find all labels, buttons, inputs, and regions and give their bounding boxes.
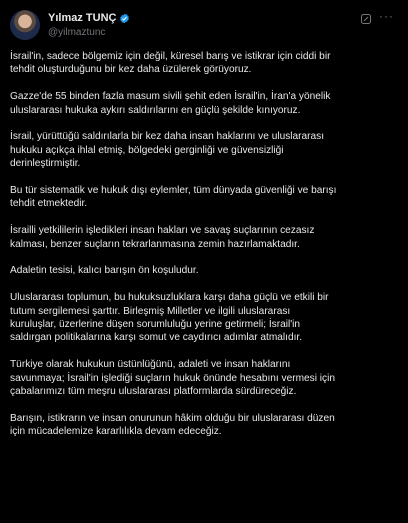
tweet-paragraph: Bu tür sistematik ve hukuk dışı eylemler, tüm dünyada güvenliği ve barışı tehdit etmektedir. [10, 185, 337, 210]
tweet-header [10, 8, 398, 48]
author-handle[interactable]: @yilmaztunc [48, 27, 106, 38]
author-name-row [48, 11, 130, 25]
tweet-paragraph: Gazze'de 55 binden fazla masum sivili şehit eden İsrail'in, İran'a yönelik uluslararası hukuka aykırı saldırılarını en güçlü şekilde kınıyoruz. [10, 91, 331, 116]
tweet-paragraph: Barışın, istikrarın ve insan onurunun hâkim olduğu bir uluslararası düzen için mücadelemize kararlılıkla devam edeceğiz. [10, 412, 335, 438]
author-info [48, 11, 130, 38]
author-avatar[interactable] [10, 10, 40, 40]
tweet-paragraph: İsrail, yürüttüğü saldırılarla bir kez daha insan haklarını ve uluslararası hukuku açıkça ihlal etmiş, bölgedeki gerginliği ve güvensizliği derinleştirmiştir. [10, 131, 325, 170]
tweet-paragraph: İsrail'in, sadece bölgemiz için değil, küresel barış ve istikrar için ciddi bir tehdit oluşturduğunu bir kez daha üzülerek görüyoruz. [10, 51, 331, 76]
tweet-paragraph: Uluslararası toplumun, bu hukuksuzluklara karşı daha güçlü ve etkili bir tutum sergilemesi şarttır. Birleşmiş Milletler ve ilgili uluslararası kuruluşlar, üzerlerine düşen sorumluluğu yerine getirmeli; İsrail'in saldırgan politikalarına karşı somut ve caydırıcı adımlar atmalıdır. [10, 292, 329, 344]
author-name[interactable]: Yılmaz TUNÇ [48, 12, 117, 24]
tweet-paragraph: Türkiye olarak hukukun üstünlüğünü, adaleti ve insan haklarını savunmaya; İsrail'in işlediği suçların hukuk önünde hesabını vermesi için çabalarımızı tüm meşru uluslararası platformlarda sürdüreceğiz. [10, 359, 335, 398]
verified-badge-icon [119, 13, 130, 24]
more-options-icon[interactable]: ··· [379, 9, 394, 23]
tweet-paragraph: İsrailli yetkililerin işledikleri insan hakları ve savaş suçlarının cezasız kalması, benzer suçların tekrarlanmasına zemin hazırlamaktadır. [10, 225, 315, 250]
tweet-paragraph: Adaletin tesisi, kalıcı barışın ön koşuludur. [10, 265, 199, 277]
tweet-body [10, 50, 398, 439]
grok-icon[interactable] [360, 13, 372, 25]
